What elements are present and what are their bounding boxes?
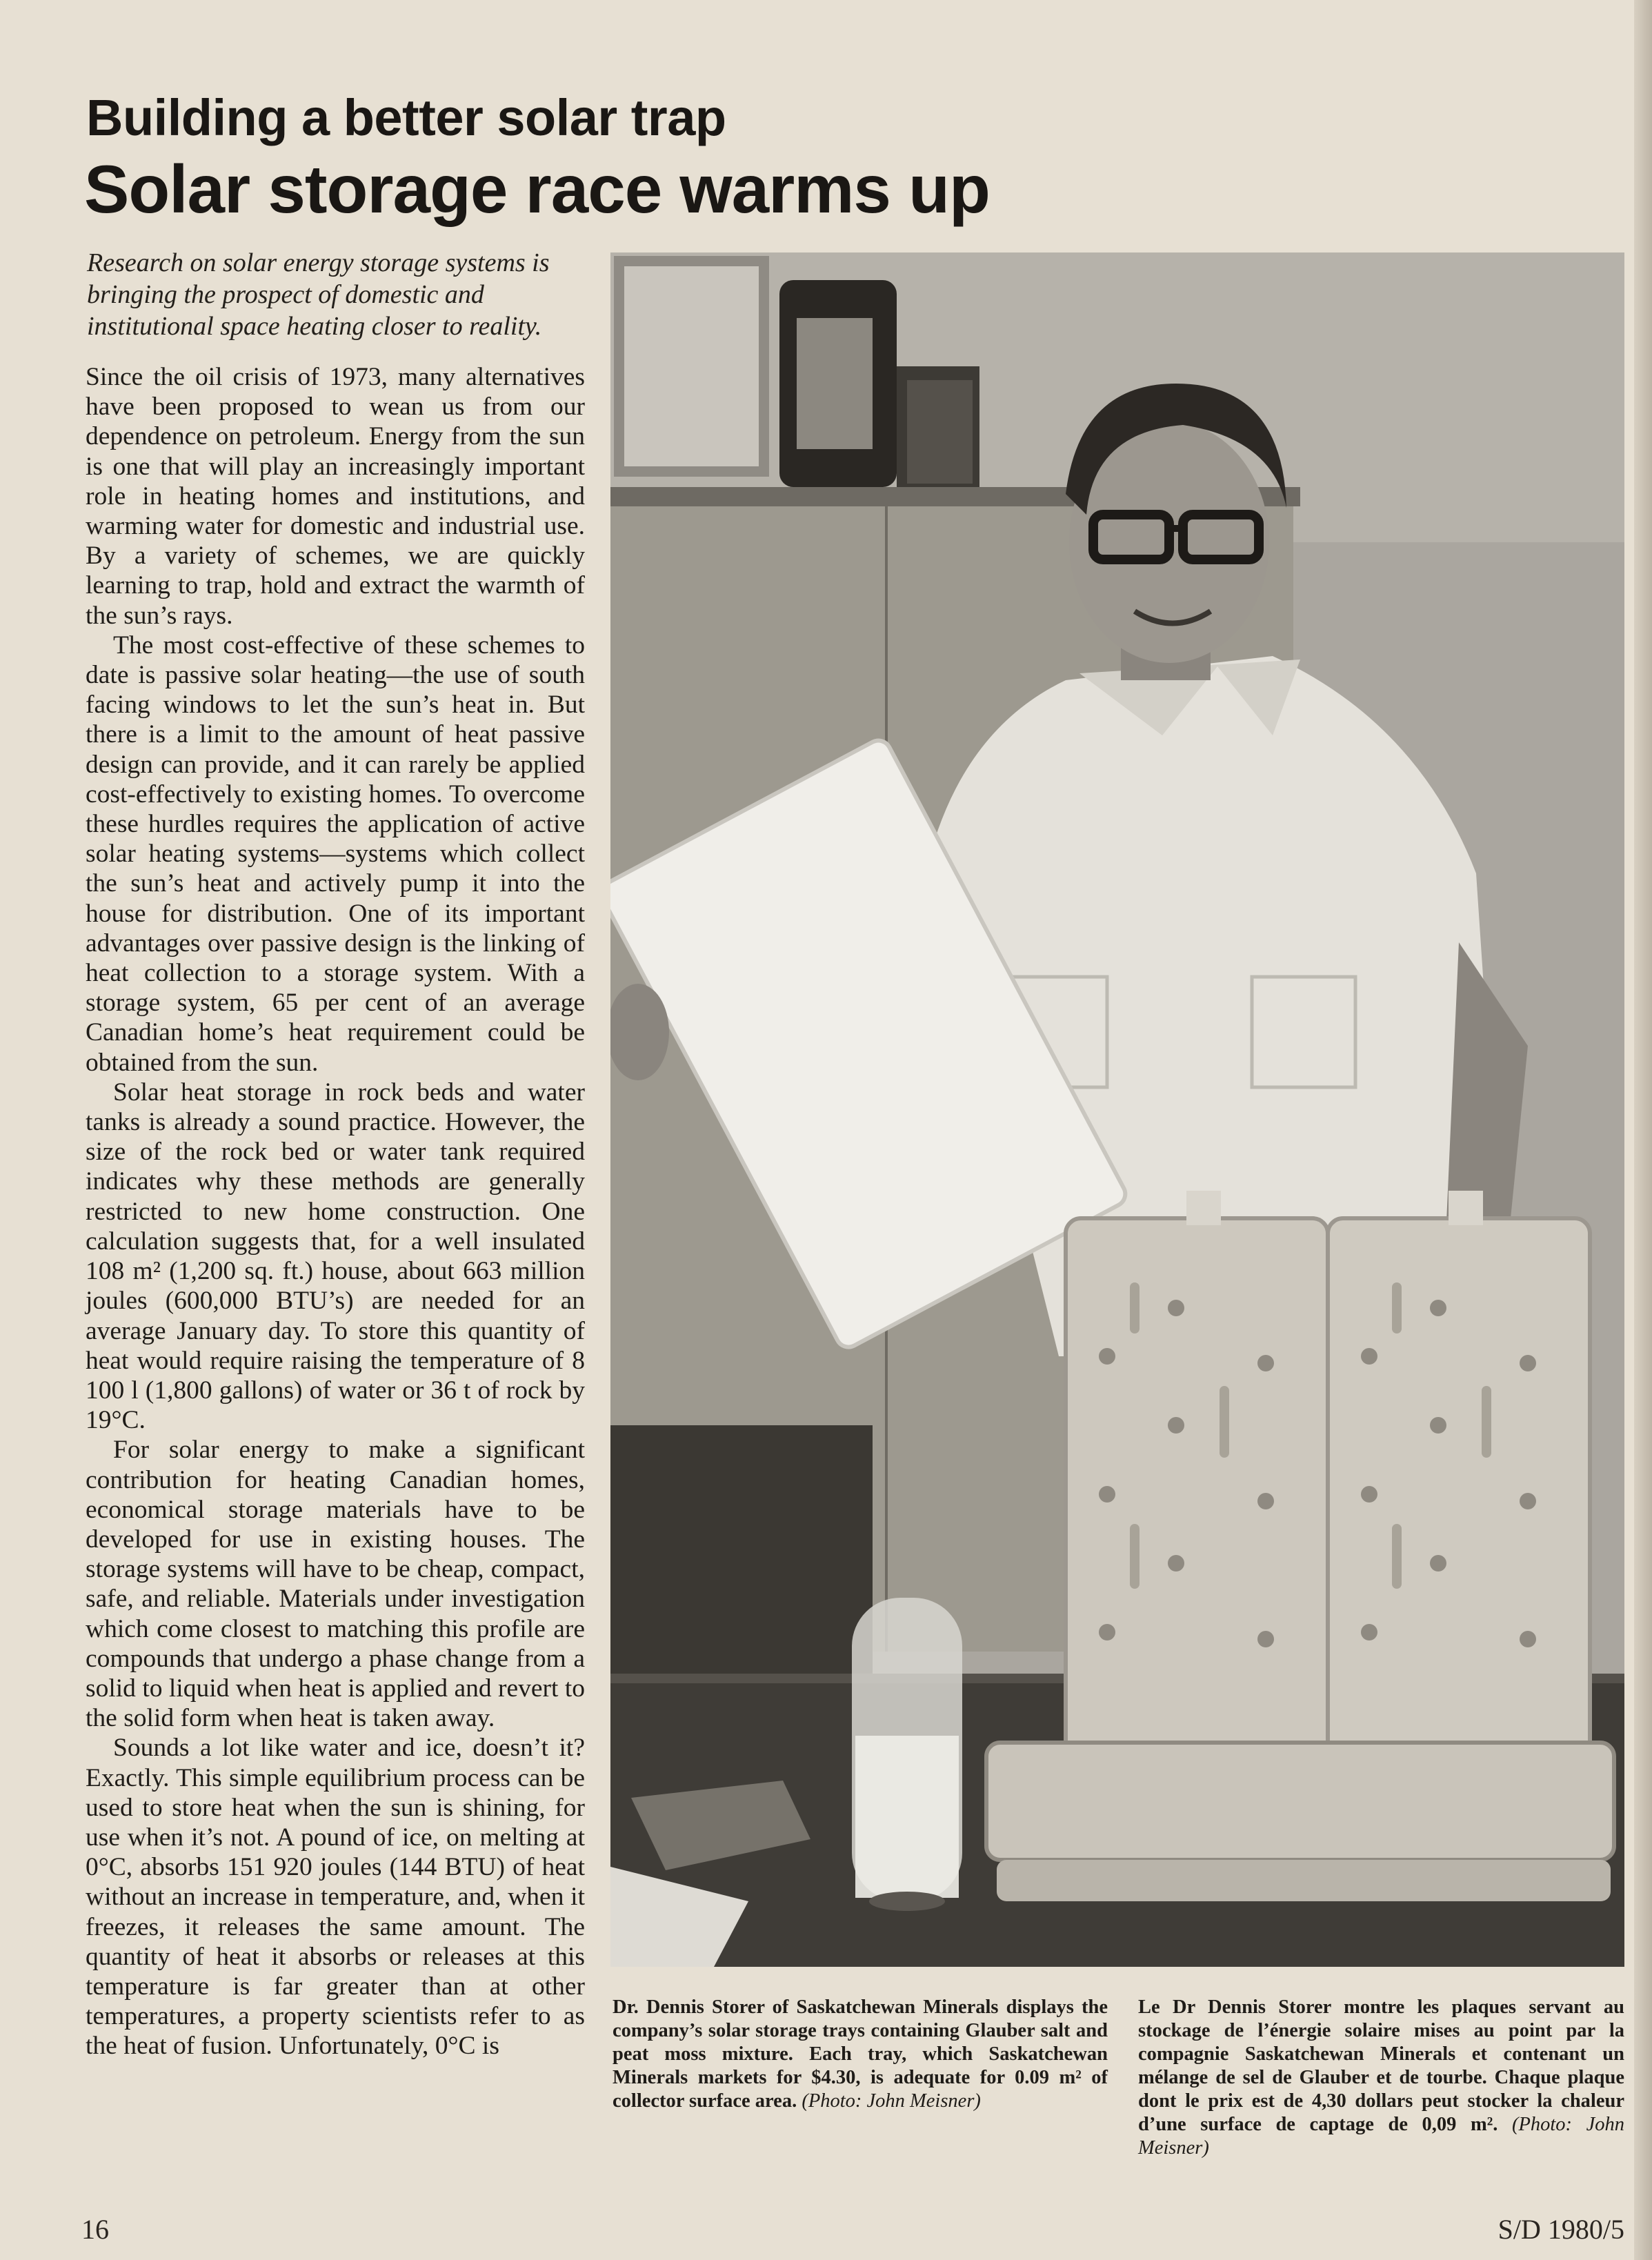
page-number: 16	[81, 2214, 109, 2245]
photo-caption-english	[613, 1996, 1108, 2113]
body-paragraph-2: The most cost-effective of these schemes to date is passive solar heating—the use of south facing windows to let the sun’s heat in. But there is a limit to the amount of heat passive design can provide, and it can rarely be applied cost-effectively to existing homes. To overcome these hurdles requires the application of active solar heating systems—systems which collect the sun’s heat and actively pump it into the house for distribution. One of its important advantages over passive design is the linking of heat collection to a storage system. With a storage system, 65 per cent of an average Canadian home’s heat requirement could be obtained from the sun.	[86, 631, 585, 1077]
body-paragraph-4: For solar energy to make a significant contribution for heating Canadian homes, economical storage materials have to be developed for use in existing houses. The storage systems will have to be cheap, compact, safe, and reliable. Materials under investigation which come closest to matching this profile are compounds that undergo a phase change from a solid to liquid when heat is applied and revert to the solid form when heat is taken away.	[86, 1436, 585, 1733]
body-paragraph-1: Since the oil crisis of 1973, many alternatives have been proposed to wean us from our dependence on petroleum. Energy from the sun is one that will play an increasingly important role in heating homes and institutions, and warming water for domestic and industrial use. By a variety of schemes, we are quickly learning to trap, hold and extract the warmth of the sun’s rays.	[86, 363, 585, 630]
caption-french-credit: (Photo: John Meisner)	[1138, 2114, 1625, 2159]
caption-french-text: Le Dr Dennis Storer montre les plaques servant au stockage de l’énergie solaire mises au point par la compagnie Saskatchewan Minerals et contenant un mélange de sel de Glauber et de tourbe. Chaque plaque dont le prix est de 4,30 dollars peut stocker la chaleur d’une surface de captage de 0,09 m².	[1138, 1996, 1624, 2135]
body-paragraph-3: Solar heat storage in rock beds and water tanks is already a sound practice. However, the size of the rock bed or water tank required indicates why these methods are generally restricted to new home construction. One calculation suggests that, for a well insulated 108 m² (1,200 sq. ft.) house, about 663 million joules (600,000 BTU’s) are needed for an average January day. To store this quantity of heat would require raising the temperature of 8 100 l (1,800 gallons) of water or 36 t of rock by 19°C.	[86, 1078, 585, 1435]
photo-illustration	[610, 252, 1624, 1967]
issue-label: S/D 1980/5	[1497, 2214, 1624, 2245]
caption-english-text: Dr. Dennis Storer of Saskatchewan Minerals displays the company’s solar storage trays containing Glauber salt and peat moss mixture. Each tray, which Saskatchewan Minerals markets for $4.30, is adequate for 0.09 m² of collector surface area.	[613, 1996, 1108, 2112]
kicker-heading: Building a better solar trap	[86, 89, 726, 146]
body-paragraph-5: Sounds a lot like water and ice, doesn’t it? Exactly. This simple equilibrium process can be used to store heat when the sun is shining, for use when it’s not. A pound of ice, on melting at 0°C, absorbs 151 920 joules (144 BTU) of heat without an increase in temperature, and, when it freezes, it releases the same amount. The quantity of heat it absorbs or releases at this temperature is far greater than at other temperatures, a property scientists refer to as the heat of fusion. Unfortunately, 0°C is	[86, 1734, 585, 2061]
article-photo	[610, 252, 1624, 1967]
page-edge-shadow	[1634, 0, 1652, 2260]
article-headline: Solar storage race warms up	[84, 151, 990, 227]
photo-caption-french	[1138, 1996, 1624, 2160]
caption-english-credit: (Photo: John Meisner)	[802, 2090, 981, 2112]
article-deck: Research on solar energy storage systems is bringing the prospect of domestic and institutional space heating closer to reality.	[87, 248, 550, 341]
body-column	[86, 362, 585, 2061]
